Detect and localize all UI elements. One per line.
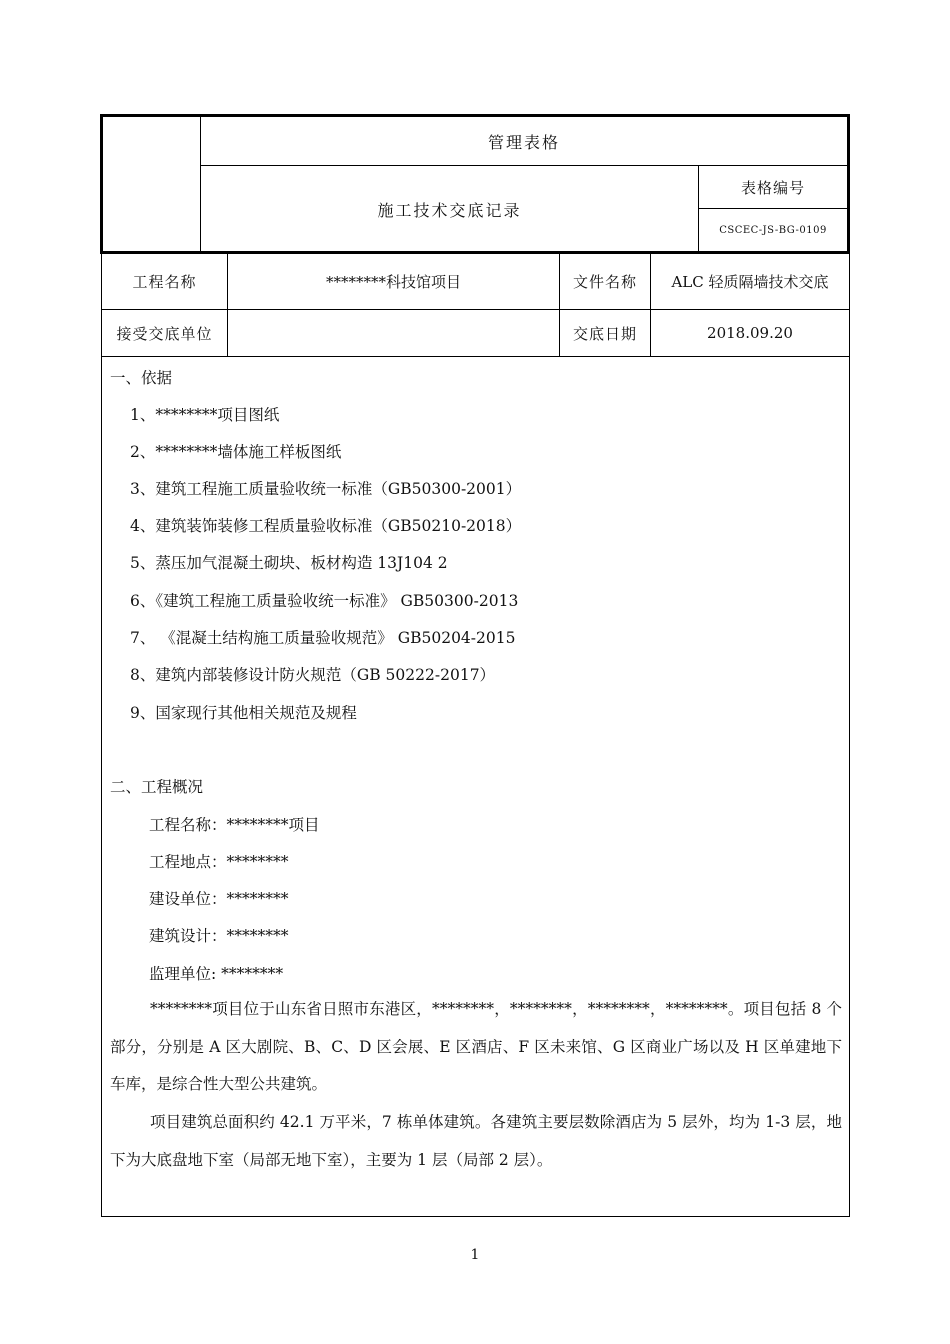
project-name-label: 工程名称 — [102, 254, 228, 310]
receiving-unit-value — [228, 310, 560, 356]
logo-cell — [103, 117, 201, 251]
overview-field: 建筑设计：******** — [149, 927, 289, 945]
overview-field: 工程名称：********项目 — [149, 816, 320, 834]
content-area — [101, 357, 850, 1217]
page-number: 1 — [470, 1247, 480, 1263]
overview-paragraph: 项目建筑总面积约 42.1 万平米，7 栋单体建筑。各建筑主要层数除酒店为 5 层外，均为 1-3 层，地下为大底盘地下室（局部无地下室），主要为 1 层（局部 2 层）。 — [110, 1113, 842, 1169]
basis-item: 2、********墙体施工样板图纸 — [130, 443, 342, 461]
overview-field: 工程地点：******** — [149, 853, 289, 871]
file-name-label: 文件名称 — [560, 254, 651, 310]
form-code-value: CSCEC-JS-BG-0109 — [719, 224, 827, 236]
info-table — [101, 254, 850, 357]
basis-item: 9、国家现行其他相关规范及规程 — [130, 704, 357, 722]
form-code-label: 表格编号 — [699, 166, 847, 209]
overview-paragraph: ********项目位于山东省日照市东港区，********，********，********，********。项目包括 8 个部分，分别是 A 区大剧院、B、C、D 区会展、E 区酒店、F 区未来馆、G 区商业广场以及 H 区单建地下车库，是综合性大型公共建筑。 — [110, 1000, 842, 1093]
form-header — [100, 114, 850, 254]
file-name-value: ALC 轻质隔墙技术交底 — [651, 254, 849, 310]
basis-item: 5、蒸压加气混凝土砌块、板材构造 13J104 2 — [130, 554, 448, 572]
basis-heading: 一、依据 — [110, 369, 173, 387]
basis-item: 8、建筑内部装修设计防火规范（GB 50222-2017） — [130, 666, 496, 684]
project-name-value: ********科技馆项目 — [228, 254, 560, 310]
basis-item: 7、 《混凝土结构施工质量验收规范》 GB50204-2015 — [130, 629, 516, 647]
receiving-unit-label: 接受交底单位 — [102, 310, 228, 356]
date-value: 2018.09.20 — [707, 324, 793, 342]
basis-item: 6、《建筑工程施工质量验收统一标准》 GB50300-2013 — [130, 592, 519, 610]
management-form-title: 管理表格 — [201, 117, 847, 166]
basis-item: 3、建筑工程施工质量验收统一标准（GB50300-2001） — [130, 480, 522, 498]
form-title: 施工技术交底记录 — [201, 166, 699, 252]
date-label: 交底日期 — [560, 310, 651, 356]
basis-item: 4、建筑装饰装修工程质量验收标准（GB50210-2018） — [130, 517, 522, 535]
overview-field: 监理单位: ******** — [149, 965, 284, 983]
overview-heading: 二、工程概况 — [110, 778, 204, 796]
overview-field: 建设单位：******** — [149, 890, 289, 908]
basis-item: 1、********项目图纸 — [130, 406, 280, 424]
